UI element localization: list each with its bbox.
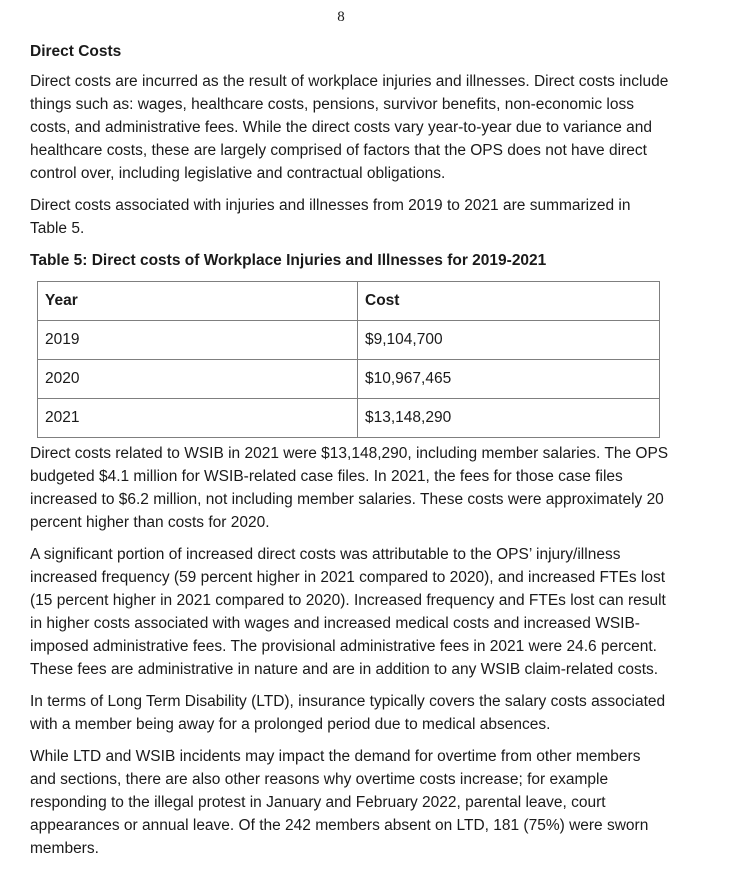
table-cell-year: 2021 [38,399,358,438]
paragraph-wsib-costs: Direct costs related to WSIB in 2021 were $13,148,290, including member salaries. The OPS budgeted $4.1 million for WSIB-related case files. In 2021, the fees for those case files increased to $6.2 million, not including member salaries. These costs were approximately 20 percent higher than costs for 2020. [30,445,669,531]
table-header-cost: Cost [358,282,660,321]
paragraph-ltd: In terms of Long Term Disability (LTD), insurance typically covers the salary costs associated with a member being away for a prolonged period due to medical absences. [30,693,666,733]
table-caption: Table 5: Direct costs of Workplace Injuries and Illnesses for 2019-2021 [30,252,547,269]
table-cell-cost: $10,967,465 [358,360,660,399]
paragraph-increased-costs: A significant portion of increased direct costs was attributable to the OPS’ injury/illness increased frequency (59 percent higher in 2021 compared to 2020), and increased FTEs lost (15 percent higher in 2021 compared to 2020). Increased frequency and FTEs lost can result in higher costs associated with wages and increased medical costs and increased WSIB-imposed administrative fees. The provisional administrative fees in 2021 were 24.6 percent. These fees are administrative in nature and are in addition to any WSIB claim-related costs. [30,546,666,678]
table-cell-cost: $9,104,700 [358,321,660,360]
direct-costs-table [37,281,660,438]
page-number: 8 [337,9,345,25]
paragraph-direct-costs-definition: Direct costs are incurred as the result of workplace injuries and illnesses. Direct costs include things such as: wages, healthcare costs, pensions, survivor benefits, non-economic loss costs, and administrative fees. While the direct costs vary year-to-year due to variance and healthcare costs, these are largely comprised of factors that the OPS does not have direct control over, including legislative and contractual obligations. [30,73,669,182]
document-body [30,43,670,869]
paragraph-table-intro: Direct costs associated with injuries and illnesses from 2019 to 2021 are summarized in Table 5. [30,197,631,237]
table-row [38,360,660,399]
table-header-year: Year [38,282,358,321]
paragraph-overtime: While LTD and WSIB incidents may impact the demand for overtime from other members and sections, there are also other reasons why overtime costs increase; for example responding to the illegal protest in January and February 2022, parental leave, court appearances or annual leave. Of the 242 members absent on LTD, 181 (75%) were sworn members. [30,748,649,857]
table-row [38,321,660,360]
table-cell-year: 2019 [38,321,358,360]
table-header-row [38,282,660,321]
table-row [38,399,660,438]
table-cell-cost: $13,148,290 [358,399,660,438]
table-cell-year: 2020 [38,360,358,399]
section-heading: Direct Costs [30,43,122,60]
